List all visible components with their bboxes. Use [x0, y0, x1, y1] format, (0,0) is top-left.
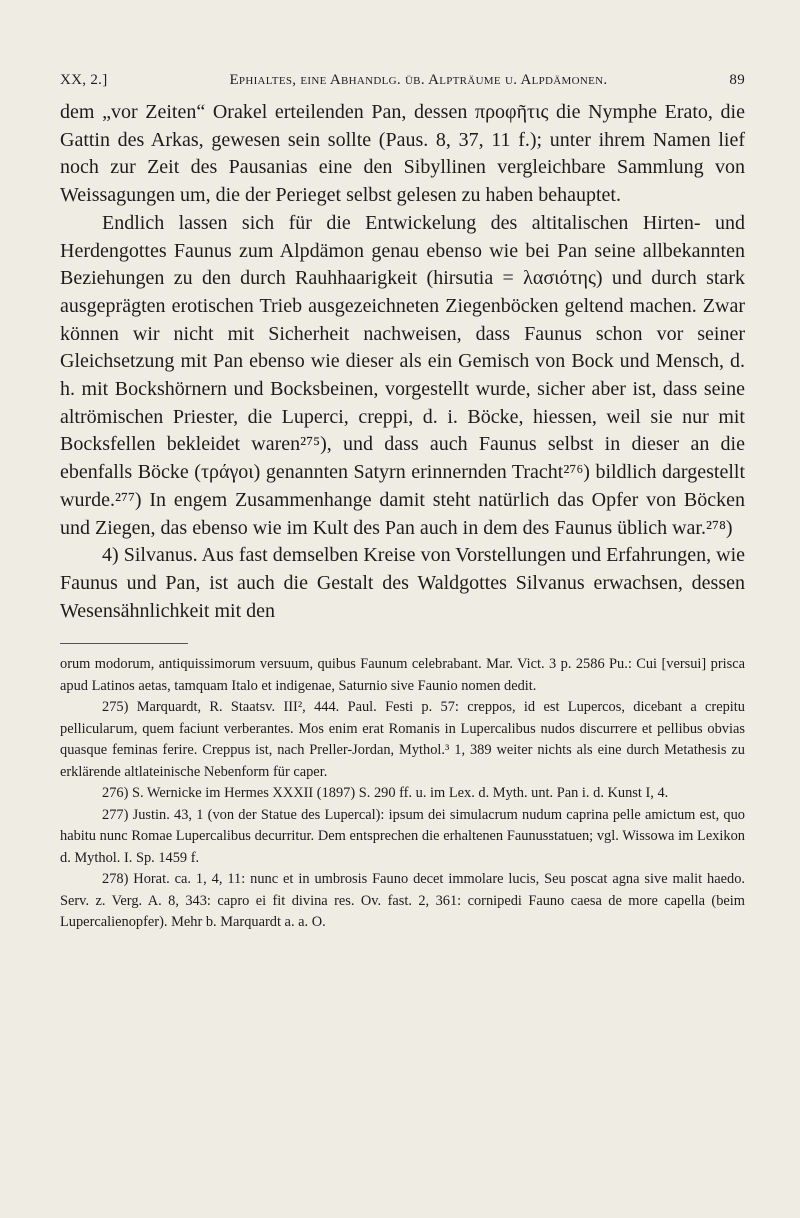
footnote-divider	[60, 643, 188, 644]
paragraph: dem „vor Zeiten“ Orakel erteilenden Pan, dessen προφῆτις die Nymphe Erato, die Gattin des Arkas, gewesen sein sollte (Paus. 8, 37, 11 f.); unter ihrem Namen lief noch zur Zeit des Pausanias eine den Sibyllinen vergleichbare Sammlung von Weissagungen um, die der Perieget selbst gelesen zu haben behauptet.	[60, 101, 745, 207]
running-head	[60, 72, 745, 89]
running-title: Ephialtes, eine Abhandlg. üb. Alpträume u. Alpdämonen.	[229, 72, 608, 88]
page-number: 89	[729, 72, 745, 88]
main-text	[60, 99, 745, 625]
section-number: XX, 2.]	[60, 72, 108, 88]
footnote-278: 278) Horat. ca. 1, 4, 11: nunc et in umbrosis Fauno decet immolare lucis, Seu poscat agna sive malit haedo. Serv. z. Verg. A. 8, 343: capro ei fit divina res. Ov. fast. 2, 361: cornipedi Fauno caesa de more capella (beim Lupercalienopfer). Mehr b. Marquardt a. a. O.	[60, 871, 745, 931]
footnote-277: 277) Justin. 43, 1 (von der Statue des Lupercal): ipsum dei simulacrum nudum caprina pelle amictum est, quo habitu nunc Romae Lupercalibus decurritur. Dem entsprechen die erhaltenen Faunusstatuen; vgl. Wissowa im Lexikon d. Mythol. I. Sp. 1459 f.	[60, 806, 745, 866]
footnote-276: 276) S. Wernicke im Hermes XXXII (1897) S. 290 ff. u. im Lex. d. Myth. unt. Pan i. d. Kunst I, 4.	[102, 785, 669, 802]
footnote-275: 275) Marquardt, R. Staatsv. III², 444. Paul. Festi p. 57: creppos, id est Lupercos, dicebant a crepitu pelliculaгum, quem faciunt verberantes. Mos enim erat Romanis in Lupercalibus nudos discurrere et pellibus obvias quasque feminas ferire. Creppus ist, nach Preller-Jordan, Mythol.³ 1, 389 weiter nichts als eine durch Metathesis zu erklärende altlateinische Nebenform für caper.	[60, 699, 745, 780]
footnotes	[60, 654, 745, 934]
paragraph: Endlich lassen sich für die Entwickelung des altitalischen Hirten- und Herdengottes Faunus zum Alpdämon genau ebenso wie bei Pan seine allbekannten Beziehungen zu den durch Rauhhaarigkeit (hirsutia = λασιότης) und durch stark ausgeprägten erotischen Trieb ausgezeichneten Ziegenböcken geltend machen. Zwar können wir nicht mit Sicherheit nachweisen, dass Faunus schon vor seiner Gleichsetzung mit Pan ebenso wie dieser als ein Gemisch von Bock und Mensch, d. h. mit Bockshörnern und Bocksbeinen, vorgestellt wurde, sicher aber ist, dass seine altrömischen Priester, die Luperci, creppi, d. i. Böcke, hiessen, weil sie nur mit Bocksfellen bekleidet waren²⁷⁵), und dass auch Faunus selbst in dieser an die ebenfalls Böcke (τράγοι) genannten Satyrn erinnernden Tracht²⁷⁶) bildlich dargestellt wurde.²⁷⁷) In engem Zusammenhange damit steht natürlich das Opfer von Böcken und Ziegen, das ebenso wie im Kult des Pan auch in dem des Faunus üblich war.²⁷⁸)	[60, 211, 745, 539]
footnote-continuation: orum modorum, antiquissimorum versuum, quibus Faunum celebrabant. Mar. Vict. 3 p. 2586 Pu.: Cui [versui] prisca apud Latinos aetas, tamquam Italo et indigenae, Saturnio sive Faunio nomen dedit.	[60, 656, 745, 694]
paragraph: 4) Silvanus. Aus fast demselben Kreise von Vorstellungen und Erfahrungen, wie Faunus und Pan, ist auch die Gestalt des Waldgottes Silvanus erwachsen, dessen Wesensähnlichkeit mit den	[60, 544, 745, 622]
